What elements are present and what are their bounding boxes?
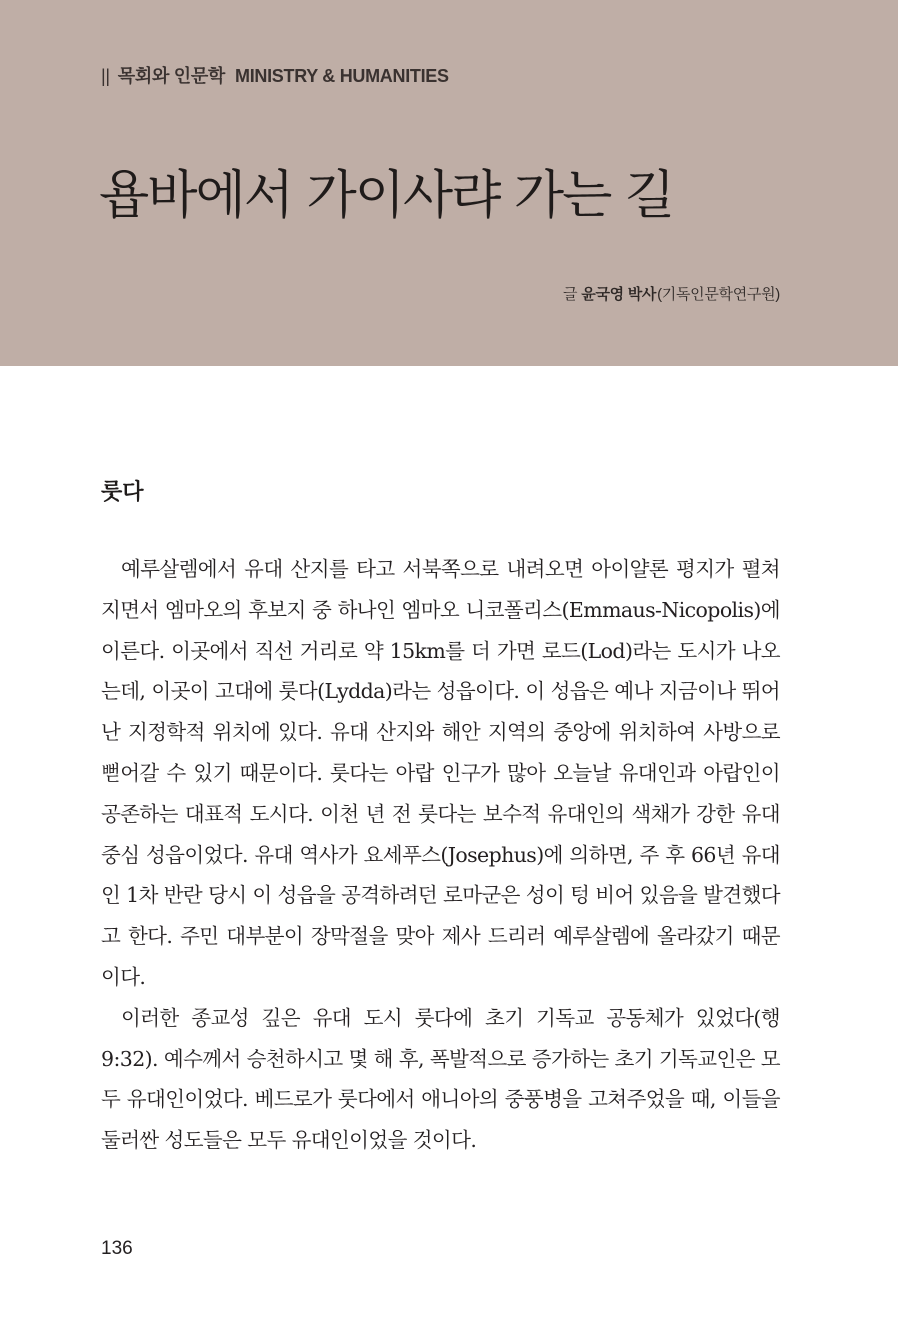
series-name-english: MINISTRY & HUMANITIES xyxy=(235,66,449,86)
byline-prefix: 글 xyxy=(563,286,578,303)
page-number: 136 xyxy=(101,1238,133,1259)
header-banner xyxy=(0,0,898,366)
article-title: 욥바에서 가이사랴 가는 길 xyxy=(99,166,674,226)
series-name-korean: 목회와 인문학 xyxy=(117,66,225,86)
section-heading: 룻다 xyxy=(101,479,144,504)
body-paragraph: 이러한 종교성 깊은 유대 도시 룻다에 초기 기독교 공동체가 있었다(행 9:32). 예수께서 승천하시고 몇 해 후, 폭발적으로 증가하는 초기 기독교인은 모두 유대인이었다. 베드로가 룻다에서 애니아의 중풍병을 고쳐주었을 때, 이들을 둘러싼 성도들은 모두 유대인이었을 것이다. xyxy=(101,1005,780,1153)
article-body xyxy=(101,549,780,1161)
body-paragraph: 예루살렘에서 유대 산지를 타고 서북쪽으로 내려오면 아이얄론 평지가 펼쳐지면서 엠마오의 후보지 중 하나인 엠마오 니코폴리스(Emmaus-Nicopolis)에 이른다. 이곳에서 직선 거리로 약 15km를 더 가면 로드(Lod)라는 도시가 나오는데, 이곳이 고대에 룻다(Lydda)라는 성읍이다. 이 성읍은 예나 지금이나 뛰어난 지정학적 위치에 있다. 유대 산지와 해안 지역의 중앙에 위치하여 사방으로 뻗어갈 수 있기 때문이다. 룻다는 아랍 인구가 많아 오늘날 유대인과 아랍인이 공존하는 대표적 도시다. 이천 년 전 룻다는 보수적 유대인의 색채가 강한 유대 중심 성읍이었다. 유대 역사가 요세푸스(Josephus)에 의하면, 주 후 66년 유대인 1차 반란 당시 이 성읍을 공격하려던 로마군은 성이 텅 비어 있음을 발견했다고 한다. 주민 대부분이 장막절을 맞아 제사 드리러 예루살렘에 올라갔기 때문이다. xyxy=(101,557,780,989)
byline-author: 윤국영 박사 xyxy=(581,286,657,303)
series-label xyxy=(101,62,449,88)
byline xyxy=(563,283,780,304)
series-divider: || xyxy=(101,66,110,86)
byline-affiliation: (기독인문학연구원) xyxy=(657,286,780,303)
